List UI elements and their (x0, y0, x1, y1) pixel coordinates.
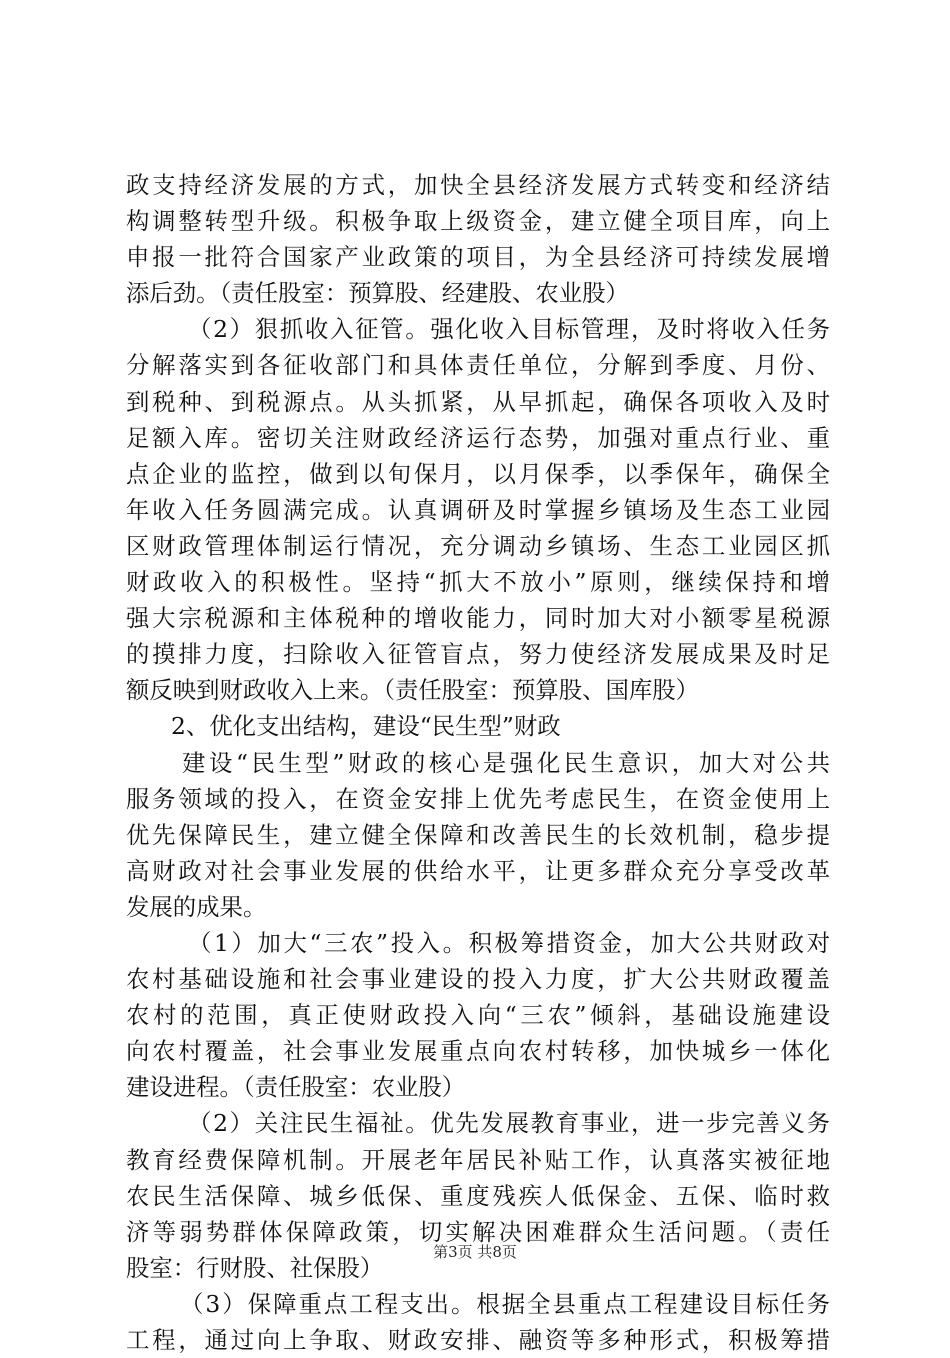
text-line: 额反映到财政收入上来。（责任股室：预算股、国库股） (126, 676, 700, 705)
text-line: 教育经费保障机制。开展老年居民补贴工作，认真落实被征地 (126, 1145, 830, 1174)
text-line: 构调整转型升级。积极争取上级资金，建立健全项目库，向上 (126, 207, 830, 236)
text-line: 政支持经济发展的方式，加快全县经济发展方式转变和经济结 (126, 171, 830, 199)
text-line: （2）关注民生福祉。优先发展教育事业，进一步完善义务 (188, 1109, 830, 1138)
text-line: 服务领域的投入，在资金安排上优先考虑民生，在资金使用上 (126, 784, 830, 813)
text-line: 足额入库。密切关注财政经济运行态势，加强对重点行业、重 (126, 423, 830, 452)
page-footer: 第3页 共8页 (433, 1243, 517, 1261)
text-line: 申报一批符合国家产业政策的项目，为全县经济可持续发展增 (126, 243, 830, 272)
text-line: （3）保障重点工程支出。根据全县重点工程建设目标任务 (180, 1289, 830, 1318)
text-line: 区财政管理体制运行情况，充分调动乡镇场、生态工业园区抓 (126, 531, 830, 560)
text-line: 点企业的监控，做到以旬保月，以月保季，以季保年，确保全 (126, 459, 830, 488)
text-line: 年收入任务圆满完成。认真调研及时掌握乡镇场及生态工业园 (126, 495, 830, 524)
text-line: 发展的成果。 (126, 892, 267, 921)
text-line: 建设“民生型”财政的核心是强化民生意识，加大对公共 (182, 748, 830, 777)
text-line: 强大宗税源和主体税种的增收能力，同时加大对小额零星税源 (126, 604, 830, 633)
text-line: 高财政对社会事业发展的供给水平，让更多群众充分享受改革 (126, 856, 830, 885)
text-line: 财政收入的积极性。坚持“抓大不放小”原则，继续保持和增 (126, 568, 830, 597)
text-line: 股室：行财股、社保股） (126, 1253, 384, 1282)
text-line: 农民生活保障、城乡低保、重度残疾人低保金、五保、临时救 (126, 1181, 830, 1210)
text-line: 到税种、到税源点。从头抓紧，从早抓起，确保各项收入及时 (126, 387, 830, 416)
text-line: 农村的范围，真正使财政投入向“三农”倾斜，基础设施建设 (126, 1001, 830, 1030)
text-line: 优先保障民生，建立健全保障和改善民生的长效机制，稳步提 (126, 820, 830, 849)
text-line: 向农村覆盖，社会事业发展重点向农村转移，加快城乡一体化 (126, 1037, 830, 1066)
text-line: （1）加大“三农”投入。积极筹措资金，加大公共财政对 (188, 928, 830, 957)
text-line: 工程，通过向上争取、财政安排、融资等多种形式，积极筹措 (126, 1326, 830, 1354)
text-line: 添后劲。（责任股室：预算股、经建股、农业股） (126, 279, 629, 308)
text-line: 的摸排力度，扫除收入征管盲点，努力使经济发展成果及时足 (126, 640, 830, 669)
text-line: （2）狠抓收入征管。强化收入目标管理，及时将收入任务 (188, 315, 830, 344)
text-line: 农村基础设施和社会事业建设的投入力度，扩大公共财政覆盖 (126, 965, 830, 994)
text-line: 建设进程。（责任股室：农业股） (126, 1073, 466, 1102)
text-line: 2、优化支出结构，建设“民生型”财政 (171, 712, 561, 741)
text-line: 分解落实到各征收部门和具体责任单位，分解到季度、月份、 (126, 351, 830, 380)
document-body (126, 167, 830, 1358)
text-line: 济等弱势群体保障政策，切实解决困难群众生活问题。（责任 (126, 1217, 830, 1246)
